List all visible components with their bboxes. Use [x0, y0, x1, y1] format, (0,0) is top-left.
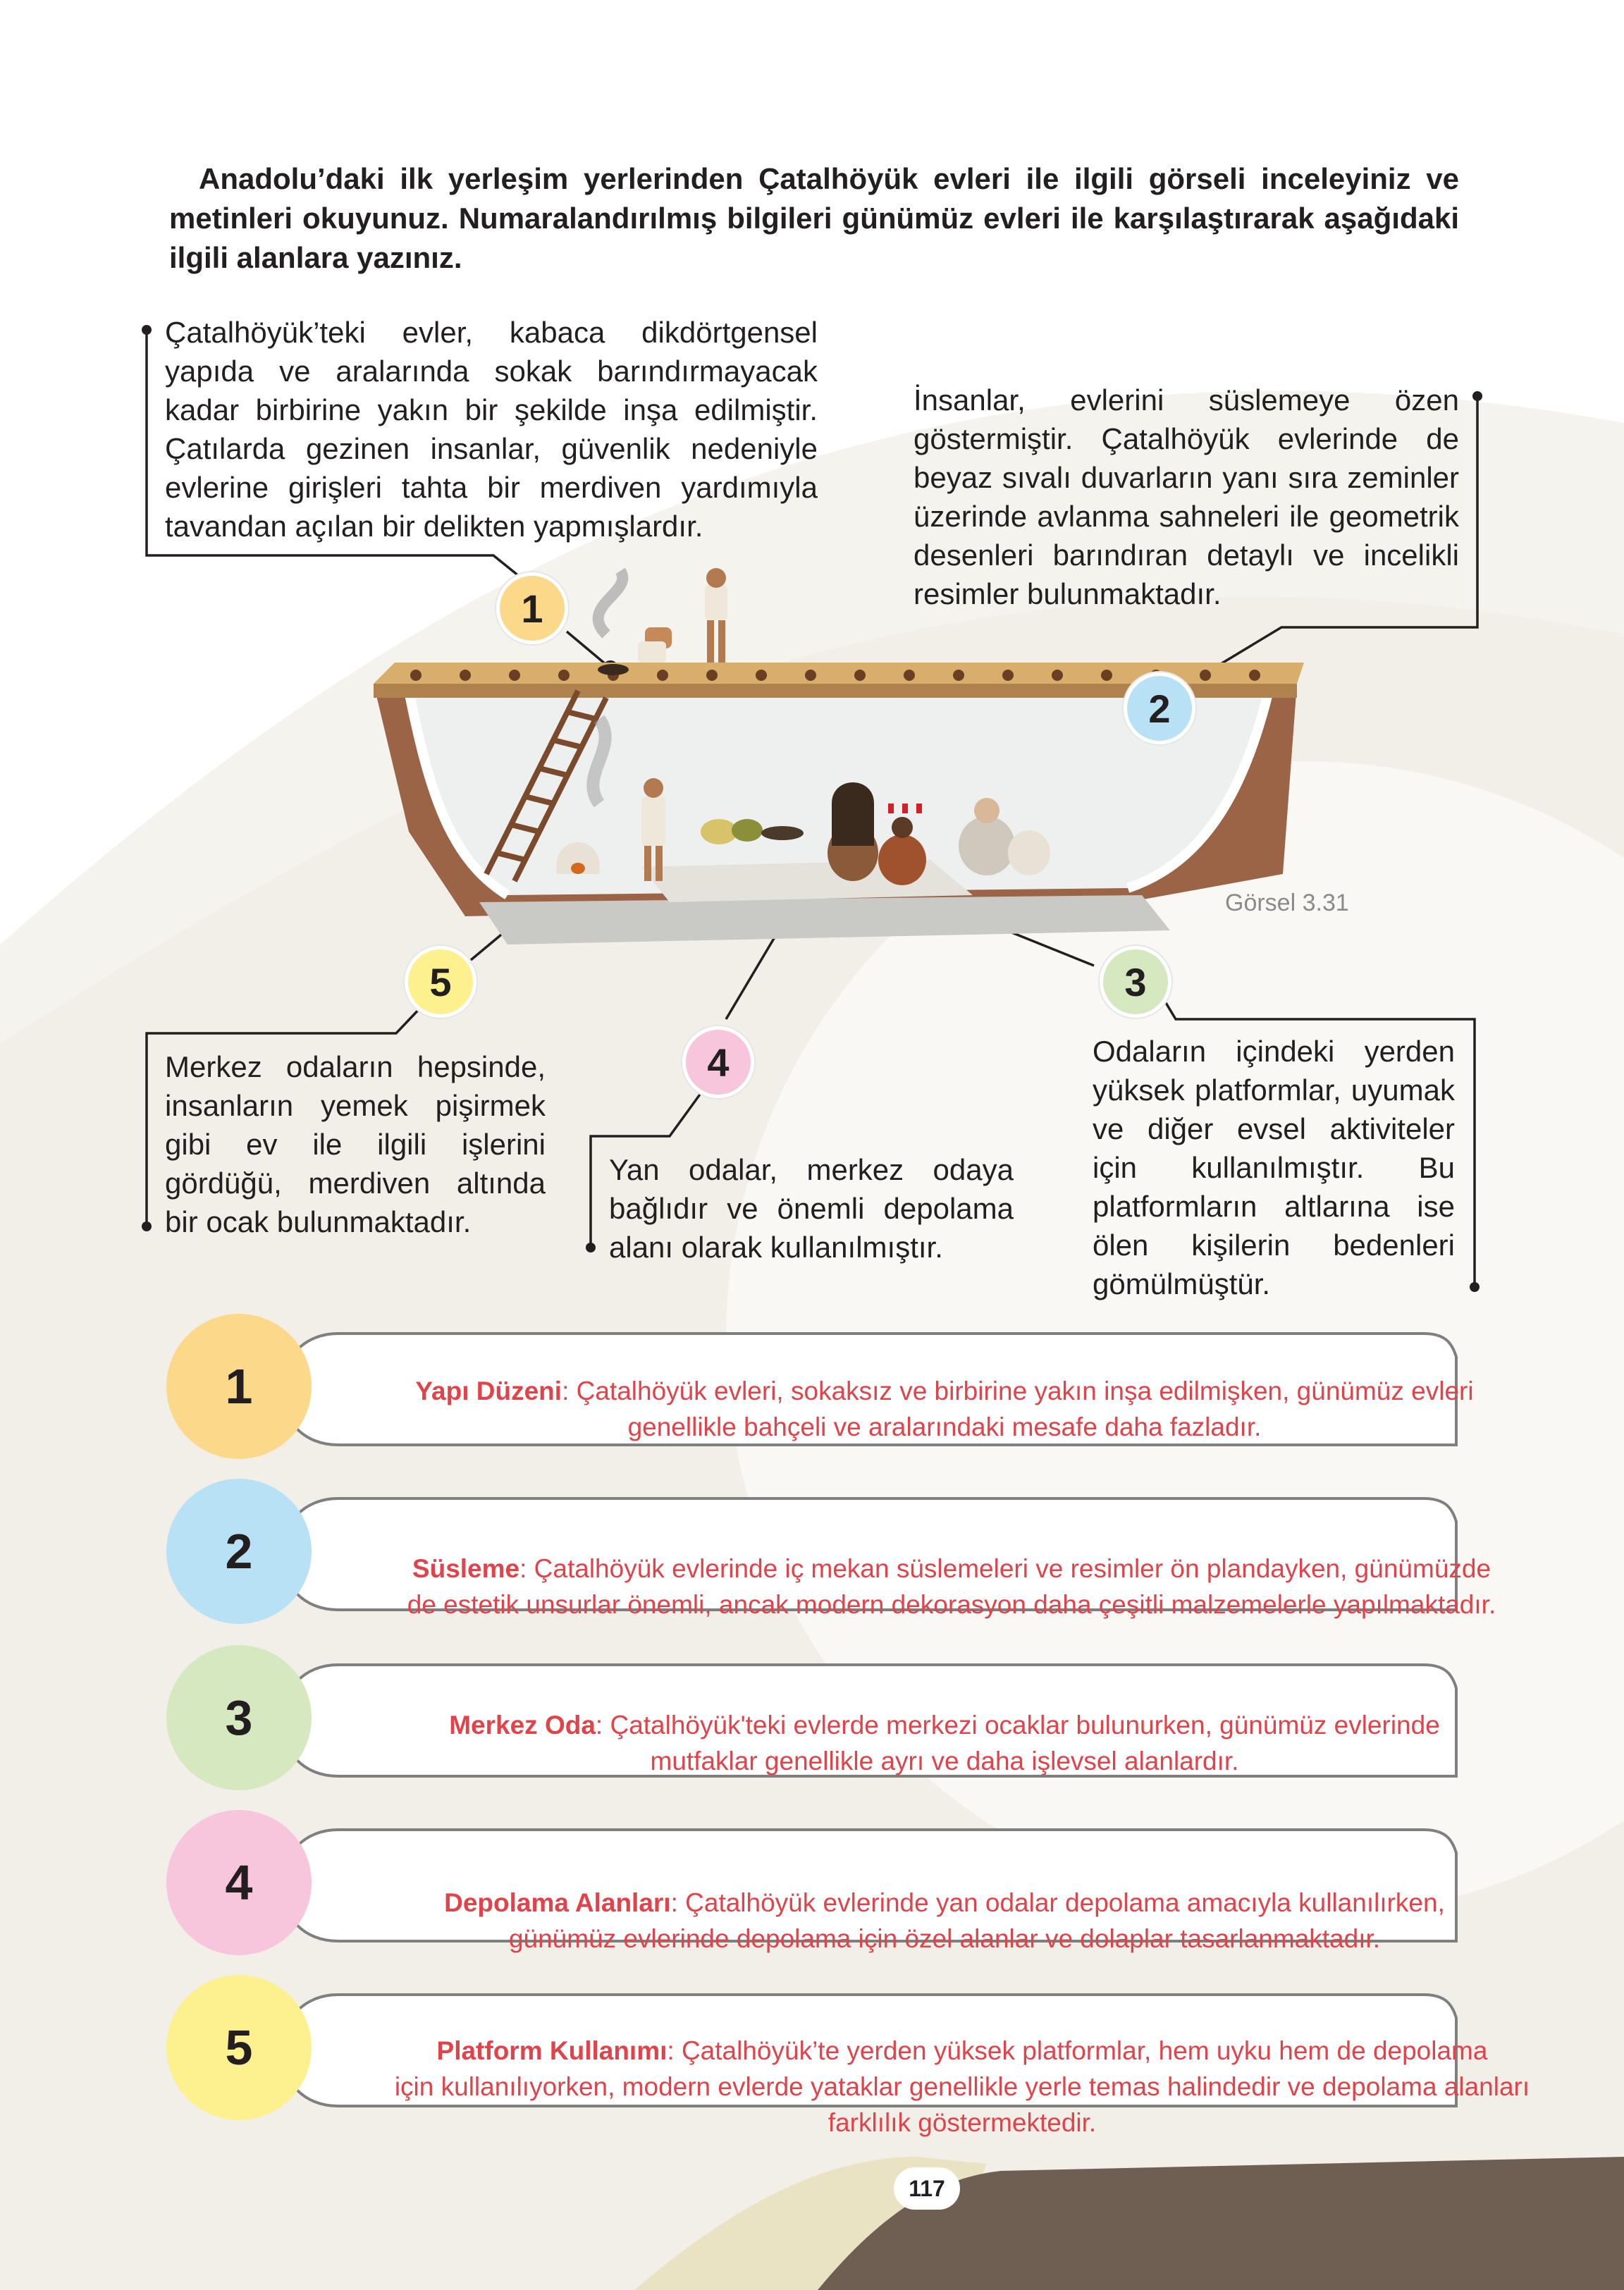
answer-number-5: 5: [166, 1975, 312, 2120]
answer-number-2: 2: [166, 1479, 312, 1624]
badge-2: 2: [1124, 672, 1195, 744]
badge-5: 5: [405, 946, 476, 1018]
figure-caption: Görsel 3.31: [1225, 889, 1349, 916]
page-number: 117: [894, 2167, 960, 2210]
badge-3: 3: [1100, 946, 1171, 1018]
badge-1: 1: [496, 572, 568, 644]
answer-4-text[interactable]: Depolama Alanları: Çatalhöyük evlerinde yan odalar depolama amacıyla kullanılırken, günümüz evlerinde depolama için özel alanlar ve dolaplar tasarlanmaktadır.: [444, 1888, 1445, 1953]
answer-1-text[interactable]: Yapı Düzeni: Çatalhöyük evleri, sokaksız ve birbirine yakın inşa edilmişken, günümüz evleri genellikle bahçeli ve aralarındaki mesafe daha fazladır.: [415, 1377, 1474, 1441]
answer-number-4: 4: [166, 1810, 312, 1955]
answer-5-text[interactable]: Platform Kullanımı: Çatalhöyük’te yerden yüksek platformlar, hem uyku hem de depolama için kullanılıyorken, modern evlerde yataklar genellikle yerle temas halindedir ve depolama alanları farklılık göstermektedir.: [394, 2036, 1530, 2137]
answer-3-text[interactable]: Merkez Oda: Çatalhöyük'teki evlerde merkezi ocaklar bulunurken, günümüz evlerinde mutfaklar genellikle ayrı ve daha işlevsel alanlardır.: [449, 1711, 1440, 1775]
answer-number-1: 1: [166, 1314, 312, 1459]
badge-4: 4: [682, 1026, 754, 1098]
answer-number-3: 3: [166, 1645, 312, 1790]
intro-instructions: Anadolu’daki ilk yerleşim yerlerinden Çatalhöyük evleri ile ilgili görseli inceleyiniz ve metinleri okuyunuz. Numaralandırılmış bilgileri günümüz evleri ile karşılaştırarak aşağıdaki ilgili alanlara yazınız.: [169, 162, 1459, 274]
callout-5-text: Merkez odaların hepsinde, insanların yemek pişirmek gibi ev ile ilgili işlerini gördüğü, merdiven altında bir ocak bulunmaktadır.: [165, 1050, 546, 1238]
callout-2-text: İnsanlar, evlerini süslemeye özen göstermiştir. Çatalhöyük evlerinde de beyaz sıvalı duvarların yanı sıra zeminler üzerinde avlanma sahneleri ile geometrik desenleri barındıran detaylı ve incelikli resimler bulunmaktadır.: [914, 383, 1459, 610]
callout-3-text: Odaların içindeki yerden yüksek platformlar, uyumak ve diğer evsel aktiviteler için kullanılmıştır. Bu platformların altlarına ise ölen kişilerin bedenleri gömülmüştür.: [1093, 1035, 1455, 1300]
callout-4-text: Yan odalar, merkez odaya bağlıdır ve önemli depolama alanı olarak kullanılmıştır.: [609, 1153, 1014, 1264]
answer-2-text[interactable]: Süsleme: Çatalhöyük evlerinde iç mekan süslemeleri ve resimler ön plandayken, günümüzde de estetik unsurlar önemli, ancak modern dekorasyon daha çeşitli malzemelerle yapılmaktadır.: [407, 1554, 1496, 1619]
callout-1-text: Çatalhöyük’teki evler, kabaca dikdörtgensel yapıda ve aralarında sokak barındırmayacak kadar birbirine yakın bir şekilde inşa edilmiştir. Çatılarda gezinen insanlar, güvenlik nedeniyle evlerine girişleri tahta bir merdiven yardımıyla tavandan açılan bir delikten yapmışlardır.: [165, 316, 818, 543]
